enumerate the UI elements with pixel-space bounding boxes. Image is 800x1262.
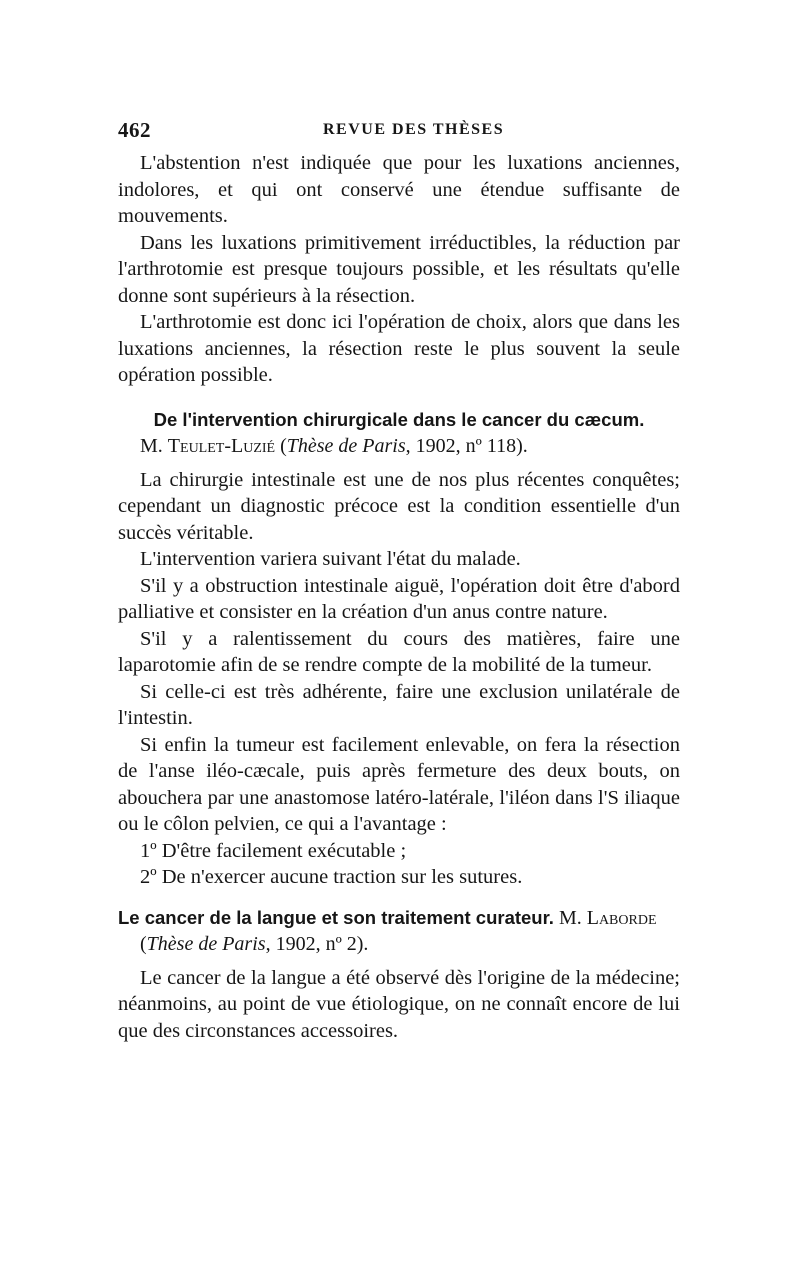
thesis-label: Thèse de Paris [146, 932, 266, 955]
paragraph: La chirurgie intestinale est une de nos plus récentes conquêtes; cependant un diagnostic précoce est la condition essentielle d'un succès véritable. [118, 468, 680, 544]
open-paren: ( [275, 434, 287, 457]
author-name: Laborde [586, 906, 657, 929]
paragraph: Si enfin la tumeur est facilement enlevable, on fera la résection de l'anse iléo-cæcale, puis après fermeture des deux bouts, on abouchera par une anastomose latéro-latérale, l'iléon dans l'S iliaque ou le côlon pelvien, ce qui a l'avantage : [118, 733, 680, 835]
author-name: Teulet-Luzié [167, 434, 276, 457]
section-title-langue [118, 905, 680, 931]
section-byline-langue [118, 931, 680, 957]
running-head: REVUE DES THÈSES [323, 121, 505, 138]
author-prefix: M. [140, 434, 168, 457]
section-byline-caecum [118, 433, 680, 459]
author-prefix: M. [553, 906, 587, 929]
section-title-caecum: De l'intervention chirurgicale dans le cancer du cæcum. [153, 408, 645, 430]
paragraph: L'arthrotomie est donc ici l'opération de choix, alors que dans les luxations anciennes, la résection reste le plus souvent la seule opération possible. [118, 311, 680, 386]
paragraph: L'abstention n'est indiquée que pour les luxations anciennes, indolores, et qui ont conservé une étendue suffisante de mouvements. [118, 152, 680, 227]
page-number: 462 [118, 118, 151, 142]
paragraph: Si celle-ci est très adhérente, faire une exclusion unilatérale de l'intestin. [118, 680, 680, 729]
thesis-reference: , 1902, nº 118). [405, 434, 528, 457]
body-text [118, 150, 680, 1044]
list-item: 2º De n'exercer aucune traction sur les sutures. [140, 866, 523, 888]
open-paren: ( [140, 932, 147, 955]
page-header [118, 118, 680, 142]
paragraph: L'intervention variera suivant l'état du malade. [140, 548, 521, 570]
paragraph: S'il y a ralentissement du cours des matières, faire une laparotomie afin de se rendre compte de la mobilité de la tumeur. [118, 627, 680, 676]
paragraph: S'il y a obstruction intestinale aiguë, l'opération doit être d'abord palliative et consister en la création d'un anus contre nature. [118, 574, 680, 623]
paragraph: Le cancer de la langue a été observé dès l'origine de la médecine; néanmoins, au point de vue étiologique, on ne connaît encore de lui que des circonstances accessoires. [118, 966, 680, 1042]
section-title-text: Le cancer de la langue et son traitement curateur. [118, 906, 554, 928]
thesis-reference: , 1902, nº 2). [265, 932, 369, 955]
paragraph: Dans les luxations primitivement irréductibles, la réduction par l'arthrotomie est presque toujours possible, et les résultats qu'elle donne sont supérieurs à la résection. [118, 231, 680, 307]
thesis-label: Thèse de Paris [286, 434, 406, 457]
list-item: 1º D'être facilement exécutable ; [140, 839, 407, 862]
